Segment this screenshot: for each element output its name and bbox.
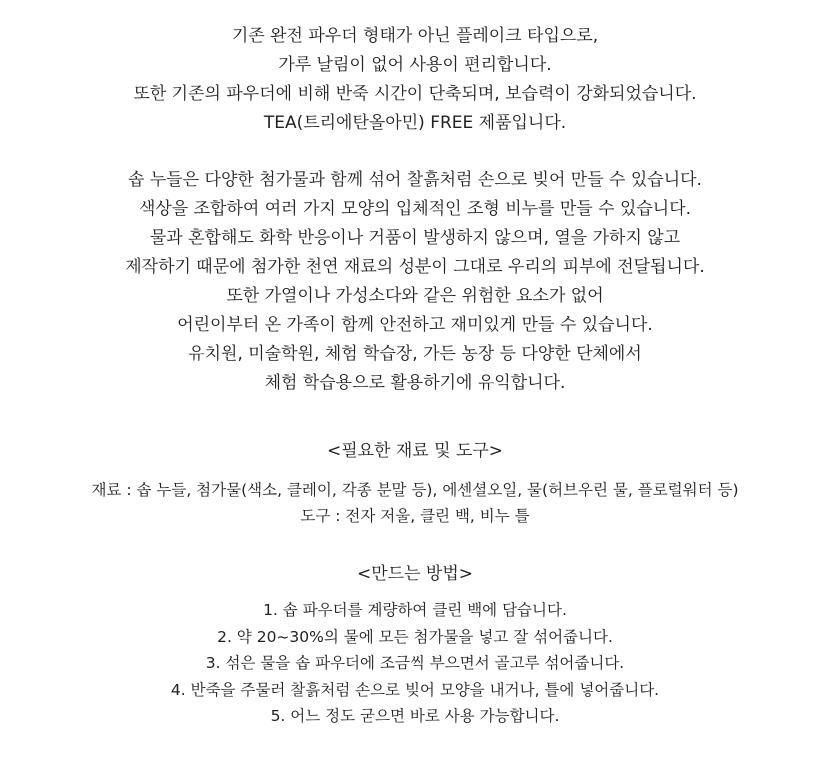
description-line: 유치원, 미술학원, 체험 학습장, 가든 농장 등 다양한 단체에서 bbox=[188, 344, 642, 364]
description-line: 체험 학습용으로 활용하기에 유익합니다. bbox=[264, 373, 566, 393]
intro-line: 또한 기존의 파우더에 비해 반죽 시간이 단축되며, 보습력이 강화되었습니다. bbox=[133, 84, 697, 104]
intro-line: TEA(트리에탄올아민) FREE 제품입니다. bbox=[263, 113, 567, 133]
materials-list bbox=[0, 477, 830, 529]
intro-line: 가루 날림이 없어 사용이 편리합니다. bbox=[278, 55, 552, 75]
tools-line: 도구 : 전자 저울, 클린 백, 비누 틀 bbox=[300, 507, 530, 525]
description-paragraph bbox=[0, 166, 830, 398]
materials-line: 재료 : 솝 누들, 첨가물(색소, 클레이, 각종 분말 등), 에센셜오일, 물(허브우린 물, 플로럴워터 등) bbox=[91, 481, 739, 499]
method-step: 2. 약 20~30%의 물에 모든 첨가물을 넣고 잘 섞어줍니다. bbox=[217, 627, 613, 646]
description-line: 또한 가열이나 가성소다와 같은 위험한 요소가 없어 bbox=[226, 286, 604, 306]
method-steps bbox=[0, 597, 830, 730]
description-line: 어린이부터 온 가족이 함께 안전하고 재미있게 만들 수 있습니다. bbox=[177, 315, 653, 335]
description-line: 색상을 조합하여 여러 가지 모양의 입체적인 조형 비누를 만들 수 있습니다. bbox=[138, 199, 692, 219]
method-heading: <만드는 방법> bbox=[356, 564, 473, 584]
materials-heading: <필요한 재료 및 도구> bbox=[326, 441, 504, 461]
intro-line: 기존 완전 파우더 형태가 아닌 플레이크 타입으로, bbox=[231, 26, 599, 46]
method-step: 5. 어느 정도 굳으면 바로 사용 가능합니다. bbox=[270, 707, 560, 725]
method-step: 1. 솝 파우더를 계량하여 클린 백에 담습니다. bbox=[263, 601, 567, 619]
description-line: 솝 누들은 다양한 첨가물과 함께 섞어 찰흙처럼 손으로 빚어 만들 수 있습니다. bbox=[128, 170, 702, 190]
description-line: 물과 혼합해도 화학 반응이나 거품이 발생하지 않으며, 열을 가하지 않고 bbox=[149, 228, 681, 248]
method-step: 3. 섞은 물을 솝 파우더에 조금씩 부으면서 골고루 섞어줍니다. bbox=[205, 654, 625, 672]
description-line: 제작하기 때문에 첨가한 천연 재료의 성분이 그대로 우리의 피부에 전달됩니다. bbox=[125, 257, 705, 277]
intro-paragraph bbox=[0, 22, 830, 138]
method-step: 4. 반죽을 주물러 찰흙처럼 손으로 빚어 모양을 내거나, 틀에 넣어줍니다. bbox=[170, 680, 660, 699]
